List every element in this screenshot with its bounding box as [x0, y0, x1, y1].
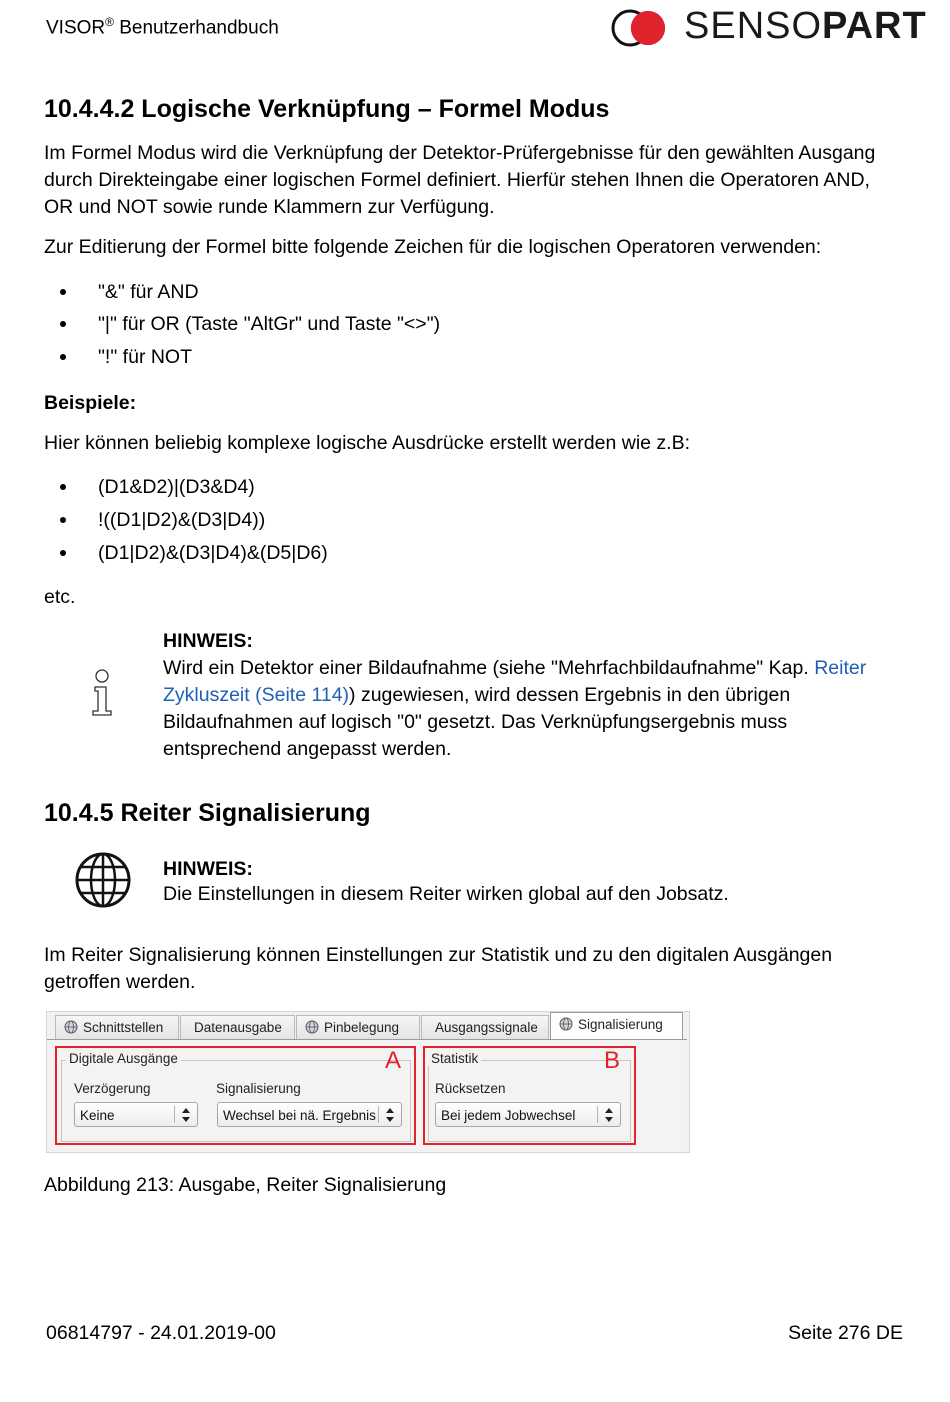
tab-bar	[47, 1012, 689, 1040]
select-ruecksetzen[interactable]: Bei jedem Jobwechsel	[435, 1102, 621, 1127]
up-down-arrow-icon	[181, 1107, 191, 1123]
examples-heading: Beispiele:	[44, 392, 137, 414]
signalisierung-screenshot	[46, 1011, 690, 1153]
tab-schnittstellen[interactable]: Schnittstellen	[55, 1015, 179, 1039]
globe-icon	[64, 1020, 78, 1034]
tab-datenausgabe[interactable]: Datenausgabe	[180, 1015, 295, 1039]
paragraph-formel-intro: Im Formel Modus wird die Verknüpfung der Detektor-Prüfergebnisse für den gewählten Ausgang durch Direkteingabe einer logischen Formel definiert. Hierfür stehen Ihnen die Operatoren AND, OR und NOT sowie runde Klammern zur Verfügung.	[44, 142, 876, 218]
globe-icon	[559, 1017, 573, 1031]
section-heading-formel-modus: 10.4.4.2 Logische Verknüpfung – Formel Modus	[44, 95, 610, 123]
group-title: Statistik	[428, 1051, 481, 1066]
group-title: Digitale Ausgänge	[66, 1051, 181, 1066]
link-reiter-zykluszeit[interactable]: Reiter Zykluszeit (Seite 114)	[163, 657, 867, 706]
footer-doc-number: 06814797 - 24.01.2019-00	[46, 1322, 276, 1344]
select-verzoegerung[interactable]: Keine	[74, 1102, 198, 1127]
label-signalisierung: Signalisierung	[216, 1081, 301, 1096]
note-heading: HINWEIS:	[163, 858, 253, 880]
note-text: Die Einstellungen in diesem Reiter wirken global auf den Jobsatz.	[163, 883, 729, 905]
marker-b: B	[604, 1047, 621, 1074]
logo-wordmark: SENSOPART	[684, 5, 927, 47]
paragraph-operators-intro: Zur Editierung der Formel bitte folgende Zeichen für die logischen Operatoren verwenden:	[44, 236, 822, 258]
tab-pinbelegung[interactable]: Pinbelegung	[296, 1015, 420, 1039]
tab-signalisierung[interactable]: Signalisierung	[550, 1012, 683, 1040]
tab-ausgangssignale[interactable]: Ausgangssignale	[421, 1015, 549, 1039]
label-ruecksetzen: Rücksetzen	[435, 1081, 506, 1096]
tab-panel	[47, 1039, 687, 1152]
globe-icon	[305, 1020, 319, 1034]
up-down-arrow-icon	[604, 1107, 614, 1123]
header-title: VISOR® Benutzerhandbuch	[46, 15, 279, 39]
etc-text: etc.	[44, 586, 76, 608]
label-verzoegerung: Verzögerung	[74, 1081, 151, 1096]
info-icon	[88, 668, 116, 718]
globe-icon	[74, 851, 132, 909]
sensopart-logo-icon	[610, 9, 668, 47]
footer-page-number: Seite 276 DE	[788, 1322, 903, 1344]
select-signalisierung[interactable]: Wechsel bei nä. Ergebnis	[217, 1102, 402, 1127]
section-heading-signalisierung: 10.4.5 Reiter Signalisierung	[44, 799, 371, 827]
figure-caption: Abbildung 213: Ausgabe, Reiter Signalisierung	[44, 1174, 447, 1196]
paragraph-examples-intro: Hier können beliebig komplexe logische Ausdrücke erstellt werden wie z.B:	[44, 432, 691, 454]
paragraph-signalisierung: Im Reiter Signalisierung können Einstellungen zur Statistik und zu den digitalen Ausgängen getroffen werden.	[44, 944, 833, 993]
up-down-arrow-icon	[385, 1107, 395, 1123]
note-text: Wird ein Detektor einer Bildaufnahme (siehe "Mehrfachbildaufnahme" Kap. Reiter Zykluszeit (Seite 114)) zugewiesen, wird dessen Ergebnis in den übrigen Bildaufnahmen auf logisch "0" gesetzt. Das Verknüpfungsergebnis muss entsprechend angepasst werden.	[163, 657, 867, 760]
marker-a: A	[385, 1047, 402, 1074]
note-heading: HINWEIS:	[163, 630, 253, 652]
